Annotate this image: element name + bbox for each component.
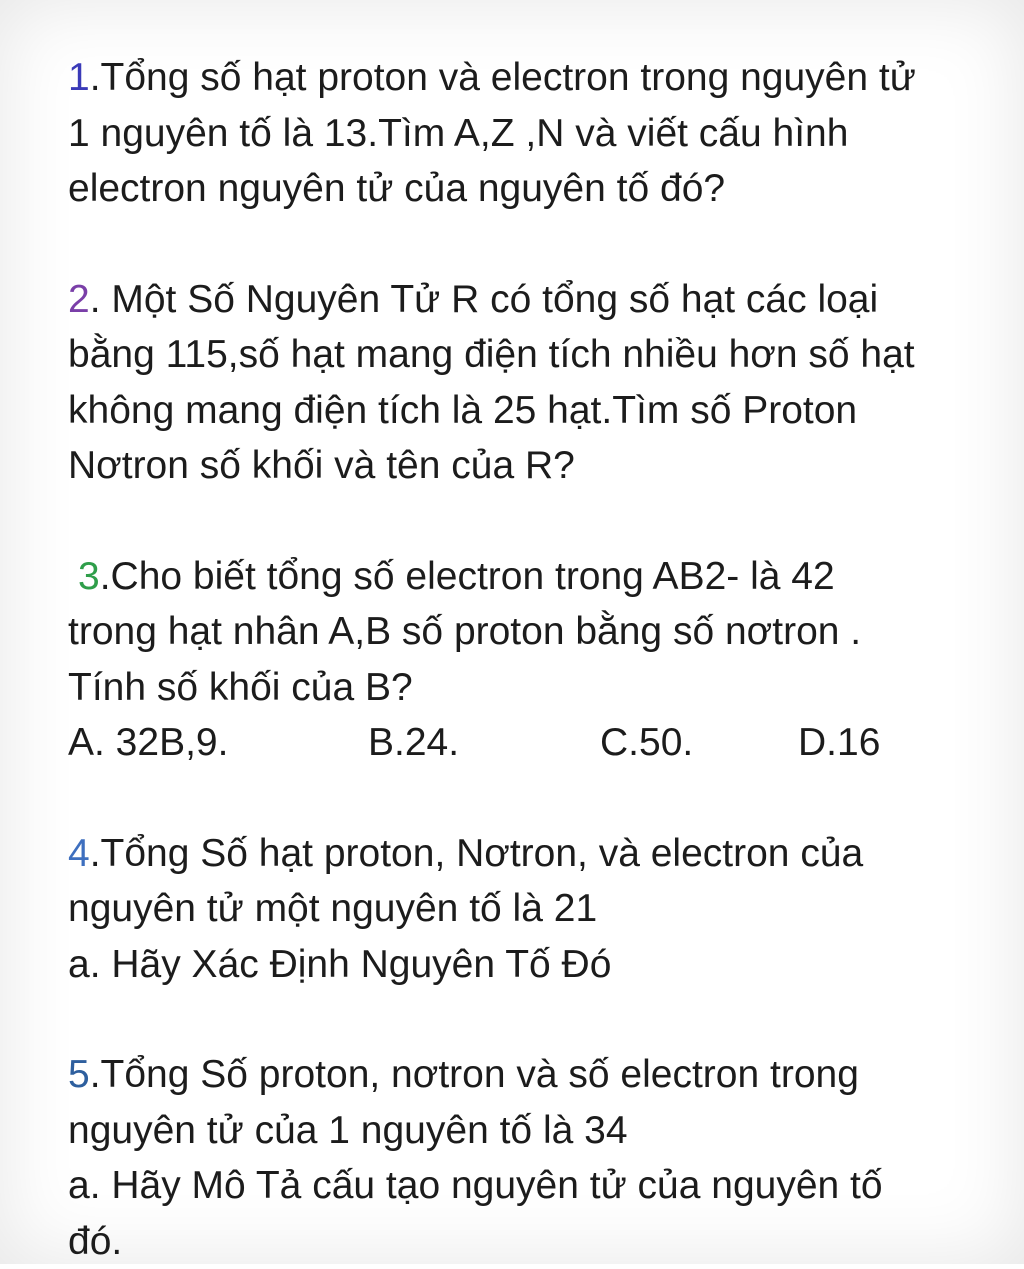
question-text: . Một Số Nguyên Tử R có tổng số hạt các loại [90,278,878,321]
question-line [68,1047,968,1103]
question-2 [68,272,968,494]
answer-options [68,715,968,771]
question-1 [68,50,968,217]
question-line [68,549,968,605]
question-line [68,272,968,328]
question-text: .Tổng số hạt proton và electron trong nguyên tử [90,56,916,99]
question-3 [68,549,968,771]
question-text: .Cho biết tổng số electron trong AB2- là 42 [100,555,835,598]
question-line: không mang điện tích là 25 hạt.Tìm số Proton [68,383,968,439]
question-line [68,50,968,106]
question-line: 1 nguyên tố là 13.Tìm A,Z ,N và viết cấu hình [68,106,968,162]
question-number: 2 [68,278,90,321]
question-line: electron nguyên tử của nguyên tố đó? [68,161,968,217]
question-text: .Tổng Số proton, nơtron và số electron trong [90,1053,859,1096]
option-a: A. 32B,9. [68,715,228,771]
question-line: a. Hãy Mô Tả cấu tạo nguyên tử của nguyên tố [68,1158,968,1214]
question-line: a. Hãy Xác Định Nguyên Tố Đó [68,937,968,993]
question-number: 4 [68,832,90,875]
option-d: D.16 [798,715,880,771]
question-line: trong hạt nhân A,B số proton bằng số nơtron . [68,604,968,660]
question-list [68,50,968,1269]
question-number: 1 [68,56,90,99]
question-text: .Tổng Số hạt proton, Nơtron, và electron của [90,832,864,875]
question-5 [68,1047,968,1269]
option-c: C.50. [600,715,693,771]
question-number: 5 [68,1053,90,1096]
question-number: 3 [78,555,100,598]
question-line [68,826,968,882]
question-4 [68,826,968,993]
question-line: nguyên tử của 1 nguyên tố là 34 [68,1103,968,1159]
question-line: Tính số khối của B? [68,660,968,716]
option-b: B.24. [368,715,459,771]
question-line: nguyên tử một nguyên tố là 21 [68,881,968,937]
question-line: bằng 115,số hạt mang điện tích nhiều hơn số hạt [68,327,968,383]
question-line: Nơtron số khối và tên của R? [68,438,968,494]
question-line: đó. [68,1214,968,1269]
